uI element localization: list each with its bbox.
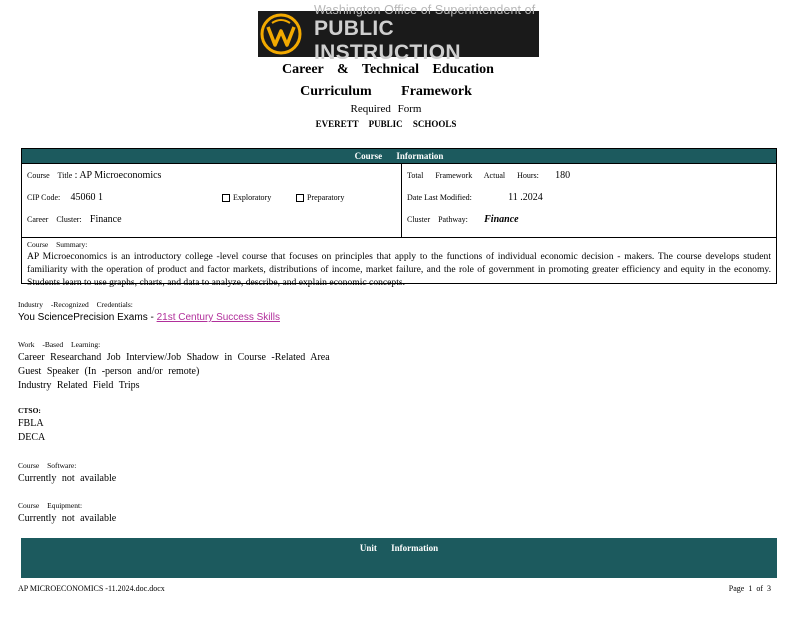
footer-page-number: Page 1 of 3: [728, 584, 771, 593]
logo-line1: Washington Office of Superintendent of: [314, 3, 536, 17]
course-equipment-label: Course Equipment:: [18, 501, 83, 510]
exploratory-option[interactable]: [222, 193, 271, 202]
industry-credentials-label: Industry -Recognized Credentials:: [18, 300, 133, 309]
ctso-label: CTSO:: [18, 406, 41, 415]
course-info-grid: [22, 163, 776, 238]
work-based-item: Industry Related Field Trips: [18, 380, 140, 391]
district-name: EVERETT PUBLIC SCHOOLS: [315, 119, 457, 129]
preparatory-label: Preparatory: [307, 193, 345, 202]
hours-label: Total Framework Actual Hours:: [407, 171, 539, 180]
course-summary: [22, 237, 776, 288]
course-title-cell: [27, 170, 161, 181]
column-divider: [401, 164, 402, 238]
footer-filename: AP MICROECONOMICS -11.2024.doc.docx: [18, 584, 165, 593]
ctso-section: [18, 406, 45, 445]
career-cluster-label: Career Cluster:: [27, 215, 82, 224]
exploratory-label: Exploratory: [233, 193, 272, 202]
hours-cell: [407, 170, 570, 181]
preparatory-checkbox[interactable]: [296, 194, 304, 202]
work-based-learning-label: Work -Based Learning:: [18, 340, 101, 349]
industry-credentials-text: You SciencePrecision Exams -: [18, 312, 157, 323]
ospi-logo: [258, 3, 539, 64]
course-title-value: : AP Microeconomics: [74, 170, 162, 181]
industry-credentials-section: [18, 300, 280, 323]
page-title-line1: Career & Technical Education: [282, 62, 494, 77]
career-cluster-cell: [27, 214, 122, 225]
page-subtitle: Required Form: [350, 103, 422, 115]
logo-line2: PUBLIC INSTRUCTION: [314, 17, 461, 64]
career-cluster-value: Finance: [89, 214, 122, 225]
work-based-item: Guest Speaker (In -person and/or remote): [18, 366, 200, 377]
course-summary-text: AP Microeconomics is an introductory college -level course that focuses on principles that apply to the functions of individual economic decision - makers. The course develops student familiarity with the operation of product and factor markets, distributions of income, market failure, and the role of government in promoting greater efficiency and equity in the economy. Students learn to use graphs, charts, and data to analyze, describe, and explain economic concepts.: [27, 251, 771, 288]
course-equipment-text: Currently not available: [18, 513, 117, 524]
course-info-table: [21, 148, 777, 288]
date-modified-label: Date Last Modified:: [407, 193, 472, 202]
success-skills-link[interactable]: 21st Century Success Skills: [156, 312, 280, 323]
preparatory-option[interactable]: [296, 193, 344, 202]
course-title-label: Course Title: [27, 171, 73, 180]
course-software-label: Course Software:: [18, 461, 77, 470]
exploratory-checkbox[interactable]: [222, 194, 230, 202]
unit-info-header: Unit Information: [21, 538, 777, 578]
cluster-pathway-label: Cluster Pathway:: [407, 215, 468, 224]
cip-code-value: 45060 1: [70, 192, 104, 203]
ctso-item: FBLA: [18, 418, 44, 429]
wa-emblem-icon: [258, 11, 304, 57]
hours-value: 180: [555, 170, 571, 181]
work-based-item: Career Researchand Job Interview/Job Shadow in Course -Related Area: [18, 352, 330, 363]
cip-code-label: CIP Code:: [27, 193, 61, 202]
work-based-learning-section: [18, 340, 330, 393]
page-title-line2: Curriculum Framework: [300, 84, 472, 99]
cip-code-cell: [27, 192, 103, 203]
ctso-item: DECA: [18, 432, 46, 443]
date-modified-cell: [407, 192, 543, 203]
course-software-section: [18, 461, 116, 486]
cluster-pathway-cell: [407, 214, 519, 225]
date-modified-value: 11 .2024: [508, 192, 543, 203]
course-summary-label: Course Summary:: [27, 240, 88, 249]
course-equipment-section: [18, 501, 116, 526]
course-info-header: Course Information: [22, 149, 776, 163]
cluster-pathway-value: Finance: [484, 214, 519, 225]
course-software-text: Currently not available: [18, 473, 117, 484]
